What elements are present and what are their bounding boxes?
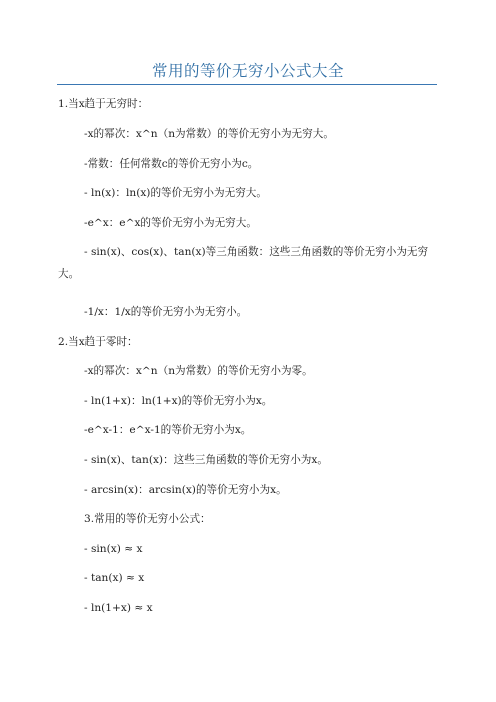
list-item: - ln(1+x)：ln(1+x)的等价无穷小为x。 xyxy=(84,395,273,407)
list-item: -e^x：e^x的等价无穷小为无穷大。 xyxy=(84,217,257,229)
formula-item: - ln(1+x) ≈ x xyxy=(84,602,153,614)
section-heading: 1.当x趋于无穷时： xyxy=(58,98,149,110)
formula-item: - tan(x) ≈ x xyxy=(84,572,145,584)
list-item: - sin(x)、tan(x)：这些三角函数的等价无穷小为x。 xyxy=(84,454,328,466)
list-item: -x的幂次：x^n（n为常数）的等价无穷小为零。 xyxy=(84,365,313,377)
formula-item: - sin(x) ≈ x xyxy=(84,543,143,555)
title-underline xyxy=(57,84,437,85)
list-item: - ln(x)：ln(x)的等价无穷小为无穷大。 xyxy=(84,187,267,199)
list-item: - sin(x)、cos(x)、tan(x)等三角函数：这些三角函数的等价无穷小为无穷大。 xyxy=(58,246,429,280)
list-item: -e^x-1：e^x-1的等价无穷小为x。 xyxy=(84,424,252,436)
list-item: -x的幂次：x^n（n为常数）的等价无穷小为无穷大。 xyxy=(84,128,334,140)
list-item: - arcsin(x)：arcsin(x)的等价无穷小为x。 xyxy=(84,484,287,496)
subsection-heading: 3.常用的等价无穷小公式： xyxy=(84,513,211,525)
document-title: 常用的等价无穷小公式大全 xyxy=(151,62,344,80)
list-item: -常数：任何常数c的等价无穷小为c。 xyxy=(84,158,259,170)
section-heading: 2.当x趋于零时： xyxy=(58,336,138,348)
list-item: -1/x：1/x的等价无穷小为无穷小。 xyxy=(84,306,248,318)
